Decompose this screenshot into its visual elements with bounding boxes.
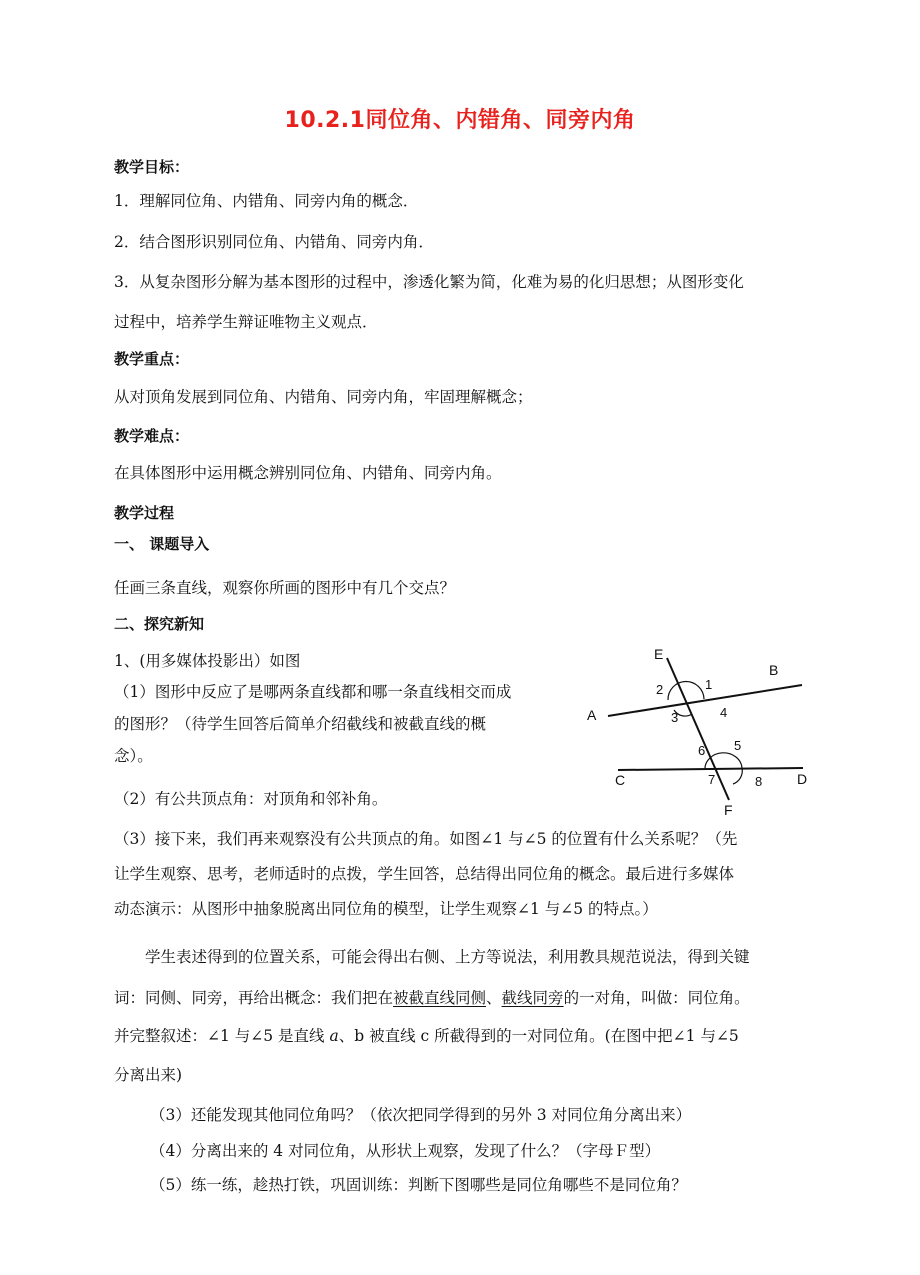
point-B: B — [769, 662, 779, 678]
underlined-term-2: 截线同旁 — [501, 989, 564, 1007]
para-line2 — [114, 987, 750, 1009]
angle-label-8: 8 — [755, 774, 763, 789]
variable-a: a — [329, 1027, 339, 1045]
line-CD — [618, 768, 803, 770]
objective-3-line1: 3．从复杂图形分解为基本图形的过程中，渗透化繁为简，化难为易的化归思想；从图形变化 — [114, 273, 744, 291]
q2: （2）有公共顶点角：对顶角和邻补角。 — [114, 790, 388, 808]
point-F: F — [724, 802, 733, 818]
arc-lower-small — [733, 768, 742, 784]
objectives-heading: 教学目标： — [114, 158, 190, 176]
arc-lower — [705, 753, 742, 770]
underlined-term-1: 被截直线同侧 — [393, 989, 487, 1007]
section2-heading: 二、探究新知 — [114, 615, 205, 633]
para-line2-b: 的一对角，叫做：同位角。 — [563, 989, 750, 1007]
angle-label-3: 3 — [671, 710, 679, 725]
arc-upper — [668, 681, 704, 700]
point-E: E — [654, 646, 664, 662]
item1-intro: 1、(用多媒体投影出）如图 — [114, 652, 301, 670]
angle-label-1: 1 — [705, 677, 713, 692]
page-title: 10.2.1同位角、内错角、同旁内角 — [284, 108, 636, 133]
line-EF — [667, 658, 729, 800]
point-D: D — [797, 771, 808, 787]
q3-line3: 动态演示：从图形中抽象脱离出同位角的模型，让学生观察∠1 与∠5 的特点。） — [114, 900, 658, 918]
section1-heading: 一、 课题导入 — [114, 535, 210, 553]
point-A: A — [587, 707, 597, 723]
difficulties-text: 在具体图形中运用概念辨别同位角、内错角、同旁内角。 — [114, 464, 502, 482]
para-line3-a: 并完整叙述：∠1 与∠5 是直线 — [114, 1027, 330, 1045]
key-points-text: 从对顶角发展到同位角、内错角、同旁内角，牢固理解概念； — [114, 388, 533, 406]
q1-line3: 念）。 — [114, 747, 153, 765]
para-line3-b: 、b 被直线 c 所截得到的一对同位角。(在图中把∠1 与∠5 — [338, 1027, 739, 1045]
difficulties-heading: 教学难点： — [114, 427, 190, 445]
q3b: （3）还能发现其他同位角吗？（依次把同学得到的另外 3 对同位角分离出来） — [150, 1106, 692, 1124]
point-C: C — [615, 772, 626, 788]
q1-line2: 的图形？（待学生回答后简单介绍截线和被截直线的概 — [114, 715, 487, 733]
para-line2-sep: 、 — [486, 989, 502, 1007]
para-line2-a: 词：同侧、同旁，再给出概念：我们把在 — [114, 989, 394, 1007]
objective-2: 2．结合图形识别同位角、内错角、同旁内角． — [114, 233, 434, 251]
section1-text: 任画三条直线，观察你所画的图形中有几个交点？ — [114, 579, 456, 597]
para-line4: 分离出来) — [114, 1066, 183, 1084]
objective-3-line2: 过程中，培养学生辩证唯物主义观点． — [114, 313, 378, 331]
key-points-heading: 教学重点： — [114, 350, 190, 368]
q3-line1: （3）接下来，我们再来观察没有公共顶点的角。如图∠1 与∠5 的位置有什么关系呢？（先 — [114, 830, 738, 848]
angle-label-6: 6 — [698, 743, 706, 758]
angle-label-2: 2 — [656, 682, 664, 697]
arc-upper-small — [674, 710, 692, 716]
process-heading: 教学过程 — [114, 504, 175, 522]
q4: （4）分离出来的 4 对同位角，从形状上观察，发现了什么？（字母Ｆ型） — [150, 1142, 661, 1160]
objective-1: 1．理解同位角、内错角、同旁内角的概念． — [114, 192, 419, 210]
q5: （5）练一练，趁热打铁，巩固训练：判断下图哪些是同位角哪些不是同位角？ — [150, 1176, 687, 1194]
q1-line1: （1）图形中反应了是哪两条直线都和哪一条直线相交而成 — [114, 683, 512, 701]
line-AB — [608, 685, 802, 716]
angle-label-4: 4 — [720, 705, 728, 720]
angle-label-5: 5 — [734, 738, 742, 753]
q3-line2: 让学生观察、思考，老师适时的点拨，学生回答，总结得出同位角的概念。最后进行多媒体 — [114, 865, 735, 883]
angle-label-7: 7 — [708, 772, 716, 787]
para-line1: 学生表述得到的位置关系，可能会得出右侧、上方等说法，利用教具规范说法，得到关键 — [145, 948, 750, 966]
para-line3 — [114, 1025, 739, 1047]
